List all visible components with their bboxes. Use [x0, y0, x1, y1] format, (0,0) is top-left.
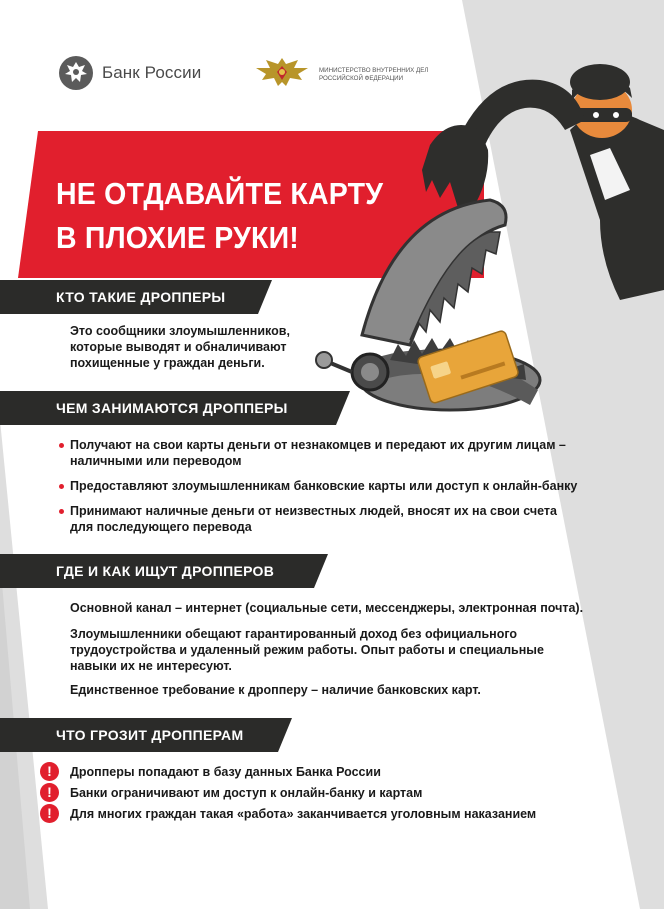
who-line-2: которые выводят и обналичивают: [70, 340, 287, 354]
what-item-3-line-1: Принимают наличные деньги от неизвестных людей, вносят их на свои счета: [70, 504, 558, 518]
what-item-2-line-1: Предоставляют злоумышленникам банковские карты или доступ к онлайн-банку: [70, 479, 578, 493]
where-paragraph-1: Основной канал – интернет (социальные сети, мессенджеры, электронная почта).: [70, 601, 584, 615]
warning-icon: !: [40, 783, 59, 802]
headline-line2: В ПЛОХИЕ РУКИ!: [56, 220, 299, 255]
where-p2-line-2: трудоустройства и удаленный режим работы. Опыт работы и специальные: [70, 643, 544, 657]
trap-illustration: [300, 60, 664, 440]
bank-name: Банк России: [102, 63, 202, 82]
mvd-title-line2: РОССИЙСКОЙ ФЕДЕРАЦИИ: [319, 75, 404, 82]
bullet-icon: [59, 509, 64, 514]
eagle-emblem-icon: [58, 55, 94, 91]
where-paragraph-3: Единственное требование к дропперу – наличие банковских карт.: [70, 683, 481, 697]
mvd-title-line1: МИНИСТЕРСТВО ВНУТРЕННИХ ДЕЛ: [319, 67, 429, 74]
bank-of-russia-logo: [58, 55, 201, 91]
what-item-2: [70, 478, 577, 494]
what-item-1-line-2: наличными или переводом: [70, 454, 242, 468]
bullet-icon: [59, 443, 64, 448]
what-item-3-line-2: для последующего перевода: [70, 520, 252, 534]
who-description: [70, 323, 290, 371]
who-line-3: похищенные у граждан деньги.: [70, 356, 265, 370]
threat-item-2: Банки ограничивают им доступ к онлайн-банку и картам: [70, 786, 423, 800]
headline-line1: НЕ ОТДАВАЙТЕ КАРТУ: [56, 176, 384, 211]
threat-item-1: Дропперы попадают в базу данных Банка России: [70, 765, 381, 779]
section-title-threat: ЧТО ГРОЗИТ ДРОППЕРАМ: [56, 727, 244, 743]
where-p2-line-1: Злоумышленники обещают гарантированный доход без официального: [70, 627, 518, 641]
warning-icon: !: [40, 804, 59, 823]
what-item-3: [70, 503, 557, 535]
section-title-where: ГДЕ И КАК ИЩУТ ДРОППЕРОВ: [56, 563, 275, 579]
where-p2-line-3: навыки их не интересуют.: [70, 659, 232, 673]
threat-item-3: Для многих граждан такая «работа» заканчивается уголовным наказанием: [70, 807, 537, 821]
warning-icon: !: [40, 762, 59, 781]
what-item-1: [70, 437, 566, 469]
bullet-icon: [59, 484, 64, 489]
section-title-what: ЧЕМ ЗАНИМАЮТСЯ ДРОППЕРЫ: [56, 400, 288, 416]
where-paragraph-2: [70, 626, 544, 674]
who-line-1: Это сообщники злоумышленников,: [70, 324, 290, 338]
what-item-1-line-1: Получают на свои карты деньги от незнакомцев и передают их другим лицам –: [70, 438, 566, 452]
section-title-who: КТО ТАКИЕ ДРОППЕРЫ: [56, 289, 226, 305]
